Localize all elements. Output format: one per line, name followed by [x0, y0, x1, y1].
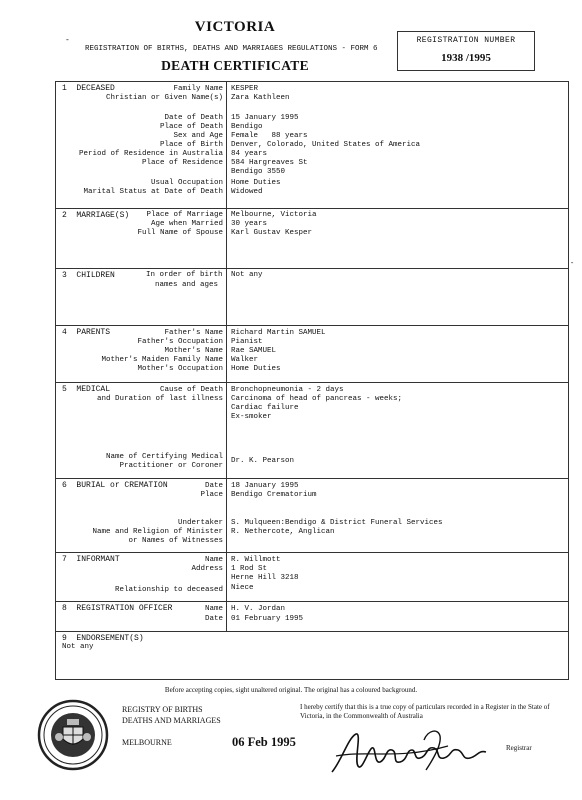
value-mother-name: Rae SAMUEL — [231, 347, 277, 355]
label-practitioner-coroner: Practitioner or Coroner — [119, 462, 223, 470]
value-mother-occupation: Home Duties — [231, 365, 281, 373]
value-father-occupation: Pianist — [231, 338, 263, 346]
section-heading: 1 DECEASED — [62, 84, 115, 93]
label-family-name: Family Name — [173, 85, 223, 93]
section-parents — [56, 326, 568, 383]
footer-note: Before accepting copies, sight unaltered original. The original has a coloured background. — [164, 686, 418, 694]
value-occupation: Home Duties — [231, 179, 281, 187]
value-cause-1: Bronchopneumonia - 2 days — [231, 386, 344, 394]
section-heading: 4 PARENTS — [62, 328, 111, 337]
label-children-order: In order of birth — [146, 271, 223, 279]
column-divider — [226, 82, 227, 208]
registry-seal-icon — [37, 699, 109, 771]
value-endorsement: Not any — [62, 643, 94, 651]
column-divider — [226, 269, 227, 325]
value-marital-status: Widowed — [231, 188, 263, 196]
value-informant-name: R. Willmott — [231, 556, 281, 564]
registration-number-label: REGISTRATION NUMBER — [416, 36, 516, 45]
label-burial-date: Date — [204, 482, 223, 490]
value-family-name: KESPER — [231, 85, 259, 93]
label-undertaker: Undertaker — [177, 519, 223, 527]
issue-date: 06 Feb 1995 — [232, 735, 296, 749]
value-given-names: Zara Kathleen — [231, 94, 290, 102]
label-informant-address: Address — [191, 565, 223, 573]
value-relationship: Niece — [231, 584, 254, 592]
value-cause-3: Cardiac failure — [231, 404, 299, 412]
section-heading: 3 CHILDREN — [62, 271, 115, 280]
column-divider — [226, 602, 227, 631]
label-mother-name: Mother's Name — [164, 347, 223, 355]
label-cause-of-death: Cause of Death — [159, 386, 223, 394]
value-place-of-birth: Denver, Colorado, United States of America — [231, 141, 421, 149]
margin-mark: - — [570, 260, 575, 268]
section-children — [56, 269, 568, 326]
value-minister: R. Nethercote, Anglican — [231, 528, 335, 536]
column-divider — [226, 383, 227, 478]
column-divider — [226, 553, 227, 601]
section-informant — [56, 553, 568, 602]
value-officer-date: 01 February 1995 — [231, 615, 304, 623]
registrar-label: Registrar — [506, 744, 532, 752]
label-officer-date: Date — [204, 615, 223, 623]
section-heading: 2 MARRIAGE(S) — [62, 211, 130, 220]
label-place-of-death: Place of Death — [159, 123, 223, 131]
value-date-of-death: 15 January 1995 — [231, 114, 299, 122]
certificate-form — [55, 81, 569, 680]
section-heading: 7 INFORMANT — [62, 555, 120, 564]
label-father-name: Father's Name — [164, 329, 223, 337]
value-place-of-marriage: Melbourne, Victoria — [231, 211, 317, 219]
section-medical — [56, 383, 568, 479]
value-father-name: Richard Martin SAMUEL — [231, 329, 326, 337]
value-residence-line2: Bendigo 3550 — [231, 168, 286, 176]
label-residence-period: Period of Residence in Australia — [78, 150, 223, 158]
value-cause-4: Ex-smoker — [231, 413, 272, 421]
issue-city: MELBOURNE — [122, 738, 172, 747]
value-mother-maiden: Walker — [231, 356, 259, 364]
label-certifying-medical: Name of Certifying Medical — [105, 453, 223, 461]
label-minister: Name and Religion of Minister — [92, 528, 223, 536]
value-residence-line1: 584 Hargreaves St — [231, 159, 308, 167]
section-heading: 9 ENDORSEMENT(S) — [62, 634, 144, 643]
value-children: Not any — [231, 271, 263, 279]
value-residence-period: 84 years — [231, 150, 268, 158]
value-undertaker: S. Mulqueen:Bendigo & District Funeral Services — [231, 519, 443, 527]
section-deceased — [56, 82, 568, 209]
value-age-married: 30 years — [231, 220, 268, 228]
value-officer-name: H. V. Jordan — [231, 605, 286, 613]
certificate-title: DEATH CERTIFICATE — [161, 58, 309, 73]
value-place-of-death: Bendigo — [231, 123, 263, 131]
section-heading: 6 BURIAL or CREMATION — [62, 481, 168, 490]
label-illness-duration: and Duration of last illness — [96, 395, 223, 403]
registry-name: REGISTRY OF BIRTHS DEATHS AND MARRIAGES — [122, 705, 221, 725]
value-burial-date: 18 January 1995 — [231, 482, 299, 490]
label-mother-maiden: Mother's Maiden Family Name — [101, 356, 223, 364]
label-father-occupation: Father's Occupation — [137, 338, 223, 346]
value-practitioner: Dr. K. Pearson — [231, 457, 295, 465]
certification-statement: I hereby certify that this is a true copy of particulars recorded in a Register in the State of Victoria, in the Commonwealth of Australia — [300, 703, 550, 720]
registration-number-box — [397, 31, 535, 71]
label-place-of-birth: Place of Birth — [159, 141, 223, 149]
label-burial-place: Place — [200, 491, 223, 499]
section-heading: 5 MEDICAL — [62, 385, 111, 394]
registrar-signature-icon — [328, 720, 508, 780]
column-divider — [226, 326, 227, 382]
label-witnesses: or Names of Witnesses — [128, 537, 223, 545]
label-children-names: names and ages — [155, 281, 219, 289]
section-heading: 8 REGISTRATION OFFICER — [62, 604, 173, 613]
label-date-of-death: Date of Death — [164, 114, 223, 122]
value-address-line1: 1 Rod St — [231, 565, 268, 573]
label-informant-name: Name — [204, 556, 223, 564]
registration-number-value: 1938 /1995 — [441, 52, 491, 64]
value-burial-place: Bendigo Crematorium — [231, 491, 317, 499]
section-endorsement — [56, 632, 568, 679]
label-given-names: Christian or Given Name(s) — [105, 94, 223, 102]
label-sex-age: Sex and Age — [173, 132, 223, 140]
regulations-line: REGISTRATION OF BIRTHS, DEATHS AND MARRIAGES REGULATIONS - FORM 6 — [85, 45, 378, 53]
label-place-of-marriage: Place of Marriage — [146, 211, 223, 219]
column-divider — [226, 479, 227, 552]
column-divider — [226, 209, 227, 268]
section-marriage — [56, 209, 568, 269]
label-officer-name: Name — [204, 605, 223, 613]
value-sex-age: Female 88 years — [231, 132, 308, 140]
section-registration-officer — [56, 602, 568, 632]
label-place-of-residence: Place of Residence — [141, 159, 223, 167]
label-marital-status: Marital Status at Date of Death — [83, 188, 223, 196]
label-relationship: Relationship to deceased — [114, 586, 223, 594]
value-address-line2: Herne Hill 3218 — [231, 574, 299, 582]
label-age-married: Age when Married — [150, 220, 223, 228]
state-title: VICTORIA — [194, 19, 276, 35]
value-spouse: Karl Gustav Kesper — [231, 229, 313, 237]
value-cause-2: Carcinoma of head of pancreas - weeks; — [231, 395, 403, 403]
section-burial — [56, 479, 568, 553]
margin-mark: - — [65, 36, 70, 45]
label-spouse: Full Name of Spouse — [137, 229, 223, 237]
label-mother-occupation: Mother's Occupation — [137, 365, 223, 373]
label-occupation: Usual Occupation — [150, 179, 223, 187]
